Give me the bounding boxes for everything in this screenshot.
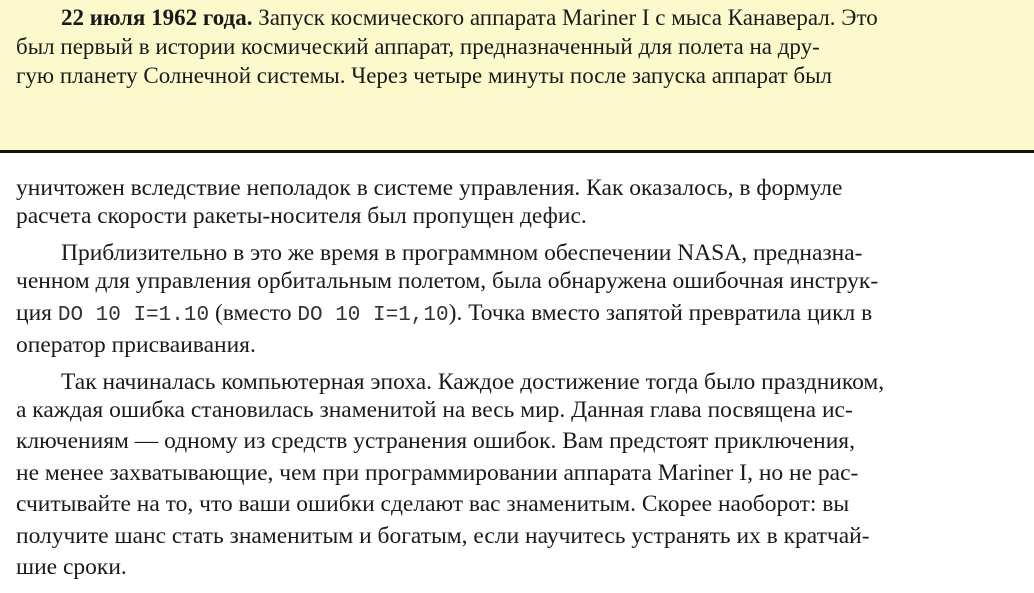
date-heading: 22 июля 1962 года.: [61, 5, 253, 30]
body-text: ция: [16, 300, 58, 326]
body-line: ключениям — одному из средств устранения ошибок. Вам предстоят приключения,: [16, 428, 855, 454]
body-line: оператор присваивания.: [16, 332, 256, 358]
code-snippet: DO 10 I=1,10: [297, 304, 449, 327]
body-line: Так начиналась компьютерная эпоха. Каждое достижение тогда было праздником,: [61, 369, 885, 395]
sidebar-box: [0, 0, 1034, 150]
horizontal-rule: [0, 150, 1034, 153]
body-line: расчета скорости ракеты-носителя был пропущен дефис.: [16, 203, 587, 229]
body-line: не менее захватывающие, чем при программировании аппарата Mariner I, но не рас-: [16, 460, 859, 486]
body-line: уничтожен вследствие неполадок в системе управления. Как оказалось, в формуле: [16, 175, 843, 201]
body-line: а каждая ошибка становилась знаменитой на весь мир. Данная глава посвящена ис-: [16, 397, 853, 423]
body-text: ). Точка вместо запятой превратила цикл в: [448, 300, 873, 326]
body-line: Приблизительно в это же время в программном обеспечении NASA, предназна-: [61, 240, 863, 266]
body-text: (вместо: [209, 300, 298, 326]
body-line: [16, 299, 872, 330]
sidebar-line: [61, 4, 878, 32]
body-line: шие сроки.: [16, 554, 127, 580]
sidebar-line: был первый в истории космический аппарат, предназначенный для полета на дру-: [16, 34, 820, 59]
sidebar-line: гую планету Солнечной системы. Через четыре минуты после запуска аппарат был: [16, 63, 833, 88]
body-line: ченном для управления орбитальным полетом, была обнаружена ошибочная инструк-: [16, 268, 879, 294]
body-line: получите шанс стать знаменитым и богатым, если научитесь устранять их в кратчай-: [16, 523, 870, 549]
code-snippet: DO 10 I=1.10: [57, 304, 210, 327]
body-line: считывайте на то, что ваши ошибки сделают вас знаменитым. Скорее наоборот: вы: [16, 491, 850, 517]
sidebar-text: Запуск космического аппарата Mariner I с мыса Канаверал. Это: [252, 5, 878, 30]
